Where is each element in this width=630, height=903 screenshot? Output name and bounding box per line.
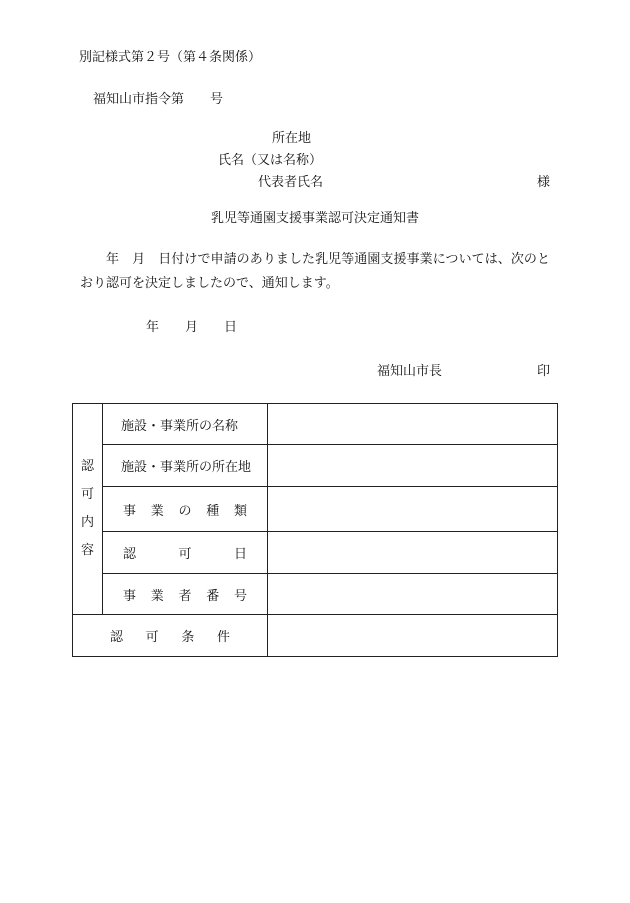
facility-name-label: 施設・事業所の名称 [103, 404, 268, 445]
approval-date-label [103, 532, 268, 574]
operator-number-field[interactable] [268, 574, 558, 615]
label-char: 事 [123, 503, 137, 519]
representative-label: 代表者氏名 [258, 175, 324, 190]
approval-details-group-label [73, 404, 103, 615]
label-char: 業 [150, 503, 164, 519]
business-type-field[interactable] [268, 487, 558, 532]
facility-name-field[interactable] [268, 404, 558, 445]
issue-date: 年 月 日 [146, 320, 238, 335]
approval-table [72, 403, 558, 657]
issuer-name: 福知山市長 [377, 364, 443, 379]
group-label-char: 認 [80, 459, 94, 474]
body-paragraph: 年 月 日付けで申請のありました乳児等通園支援事業については、次のとおり認可を決定しましたので、通知します。 [80, 252, 550, 291]
honorific: 様 [537, 175, 551, 190]
table-row [73, 532, 558, 574]
label-char: 認 [123, 547, 137, 562]
conditions-field[interactable] [268, 615, 558, 657]
label-char: 可 [145, 630, 159, 645]
label-char: 可 [178, 547, 192, 562]
business-type-label [103, 487, 268, 532]
table-row [73, 404, 558, 445]
facility-address-field[interactable] [268, 445, 558, 487]
facility-address-label: 施設・事業所の所在地 [103, 445, 268, 487]
address-label: 所在地 [272, 131, 312, 146]
document-number: 福知山市指令第 号 [93, 92, 224, 107]
label-char: 類 [233, 503, 247, 519]
approval-date-field[interactable] [268, 532, 558, 574]
label-char: 者 [178, 588, 192, 604]
conditions-label [73, 615, 268, 657]
label-char: 件 [216, 630, 230, 645]
seal-mark: 印 [537, 364, 551, 379]
group-label-char: 可 [80, 487, 94, 502]
label-char: 認 [110, 630, 124, 645]
table-row [73, 487, 558, 532]
label-char: 事 [123, 588, 137, 604]
form-reference: 別記様式第２号（第４条関係） [79, 50, 262, 65]
label-char: の [178, 503, 192, 519]
label-char: 業 [150, 588, 164, 604]
label-char: 号 [233, 588, 247, 604]
label-char: 日 [233, 547, 247, 562]
name-label: 氏名（又は名称） [218, 153, 323, 168]
label-char: 番 [206, 588, 220, 604]
table-row [73, 574, 558, 615]
group-label-char: 内 [80, 515, 94, 530]
table-row [73, 445, 558, 487]
group-label-char: 容 [80, 543, 94, 558]
operator-number-label [103, 574, 268, 615]
label-char: 条 [181, 630, 195, 645]
label-char: 種 [206, 503, 220, 519]
table-row [73, 615, 558, 657]
document-title: 乳児等通園支援事業認可決定通知書 [210, 211, 419, 226]
